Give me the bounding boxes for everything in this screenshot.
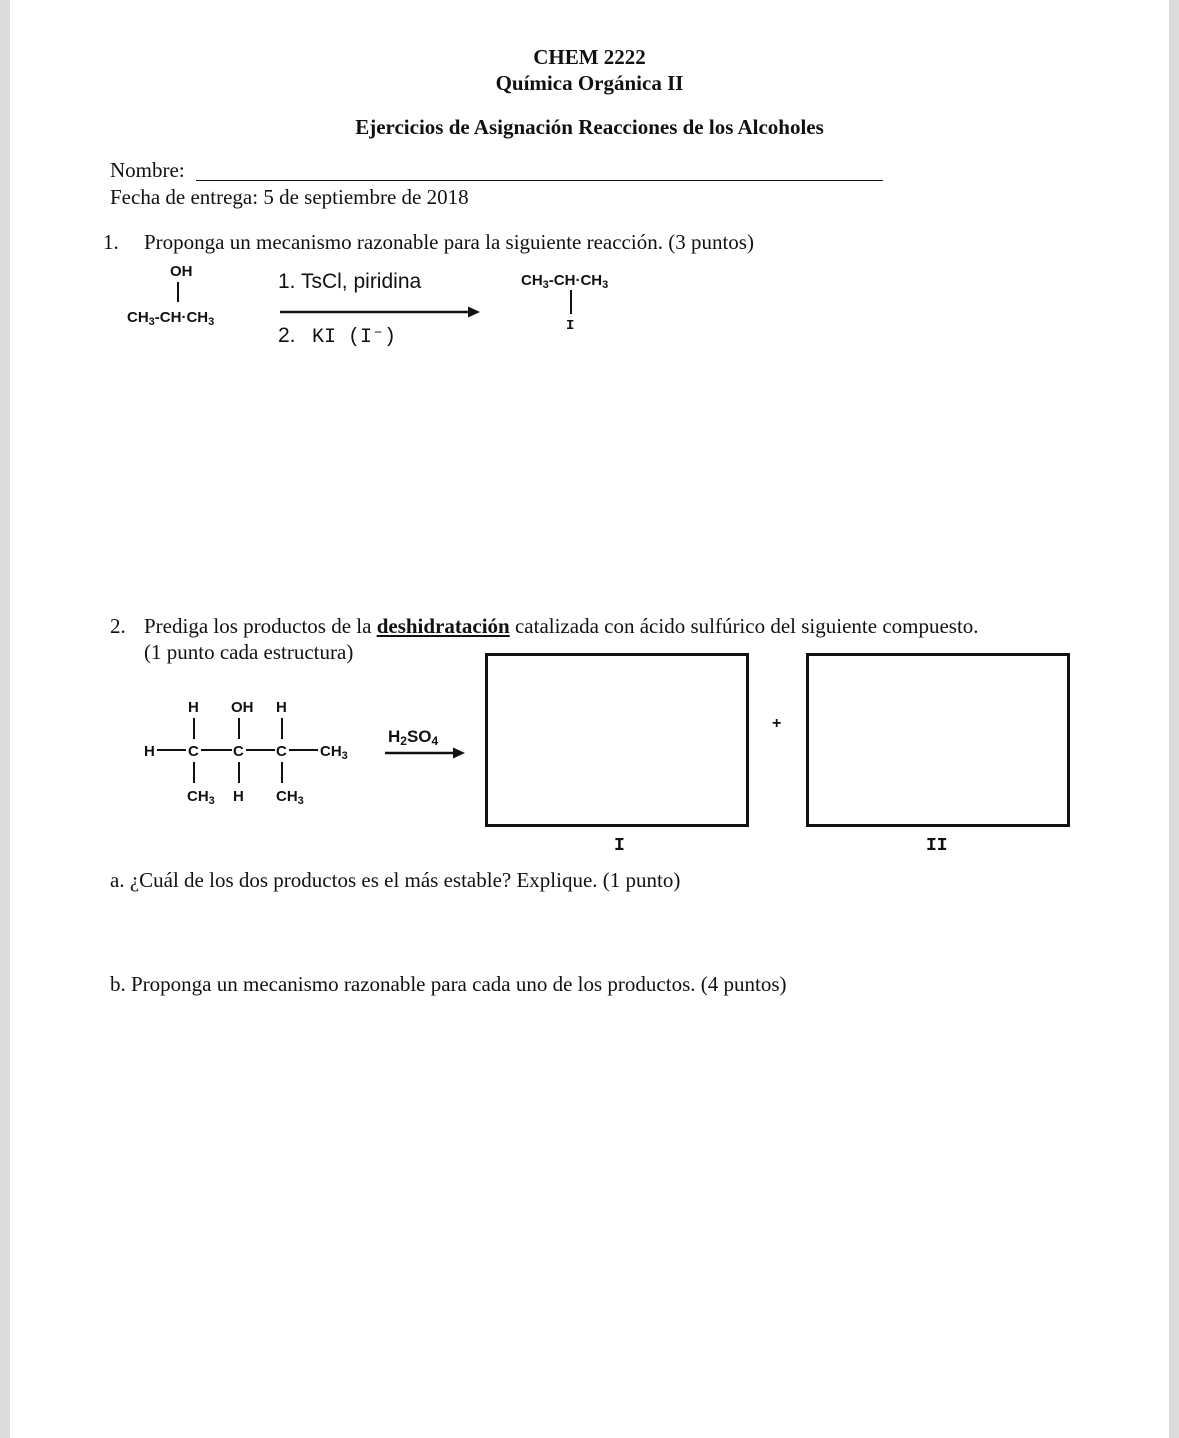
question2-compound xyxy=(135,690,475,815)
reactant-chain: $CH_3-CH\cdot CH_3$ xyxy=(127,309,215,328)
product-iodine: I xyxy=(566,318,575,334)
c1-top-h: H xyxy=(188,699,199,716)
question2-text-before: Prediga los productos de la xyxy=(144,614,377,638)
plus-sign: + xyxy=(772,715,782,732)
name-label: Nombre: xyxy=(110,158,185,182)
reactant-oh: OH xyxy=(170,263,193,280)
reagent-step2-number: 2. xyxy=(278,324,296,347)
carbon-3: C xyxy=(276,743,287,760)
reaction-arrowhead xyxy=(468,307,480,318)
question2-part-b: b. Proponga un mecanismo razonable para cada uno de los productos. (4 puntos) xyxy=(110,972,787,996)
question1-number: 1. xyxy=(103,230,119,254)
question1-text: Proponga un mecanismo razonable para la siguiente reacción. (3 puntos) xyxy=(144,230,754,254)
question2-text-after: catalizada con ácido sulfúrico del siguiente compuesto. xyxy=(509,614,979,638)
question2-emphasis: deshidratación xyxy=(376,614,510,638)
course-code: CHEM 2222 xyxy=(533,45,646,69)
carbon-2: C xyxy=(233,743,244,760)
box-label-1: I xyxy=(614,836,625,856)
c3-bottom-ch3: $CH_3$ xyxy=(276,788,304,807)
dehydration-arrowhead xyxy=(453,748,465,759)
c2-bottom-h: H xyxy=(233,788,244,805)
assignment-title: Ejercicios de Asignación Reacciones de los Alcoholes xyxy=(355,115,824,139)
product-chain: $CH_3-CH\cdot CH_3$ xyxy=(521,272,609,291)
question2-number: 2. xyxy=(110,614,126,638)
question2-points: (1 punto cada estructura) xyxy=(144,640,354,664)
carbon-1: C xyxy=(188,743,199,760)
due-date: Fecha de entrega: 5 de septiembre de 2018 xyxy=(110,185,469,209)
question2-text xyxy=(144,614,979,639)
left-h: H xyxy=(144,743,155,760)
reagent-step1: 1. TsCl, piridina xyxy=(278,270,422,293)
name-blank-line[interactable] xyxy=(196,180,883,181)
question1-reaction-scheme xyxy=(110,255,670,355)
answer-box-1[interactable] xyxy=(485,653,749,827)
box-label-2: II xyxy=(926,836,948,856)
c1-bottom-ch3: $CH_3$ xyxy=(187,788,215,807)
reagent-step2: KI (I⁻) xyxy=(312,326,397,349)
right-ch3: $CH_3$ xyxy=(320,743,348,762)
c2-top-oh: OH xyxy=(231,699,254,716)
question2-part-a: a. ¿Cuál de los dos productos es el más estable? Explique. (1 punto) xyxy=(110,868,681,892)
h2so4-reagent: H2SO4 xyxy=(388,727,439,748)
course-name: Química Orgánica II xyxy=(495,71,684,95)
c3-top-h: H xyxy=(276,699,287,716)
document-page xyxy=(10,0,1169,1438)
answer-box-2[interactable] xyxy=(806,653,1070,827)
